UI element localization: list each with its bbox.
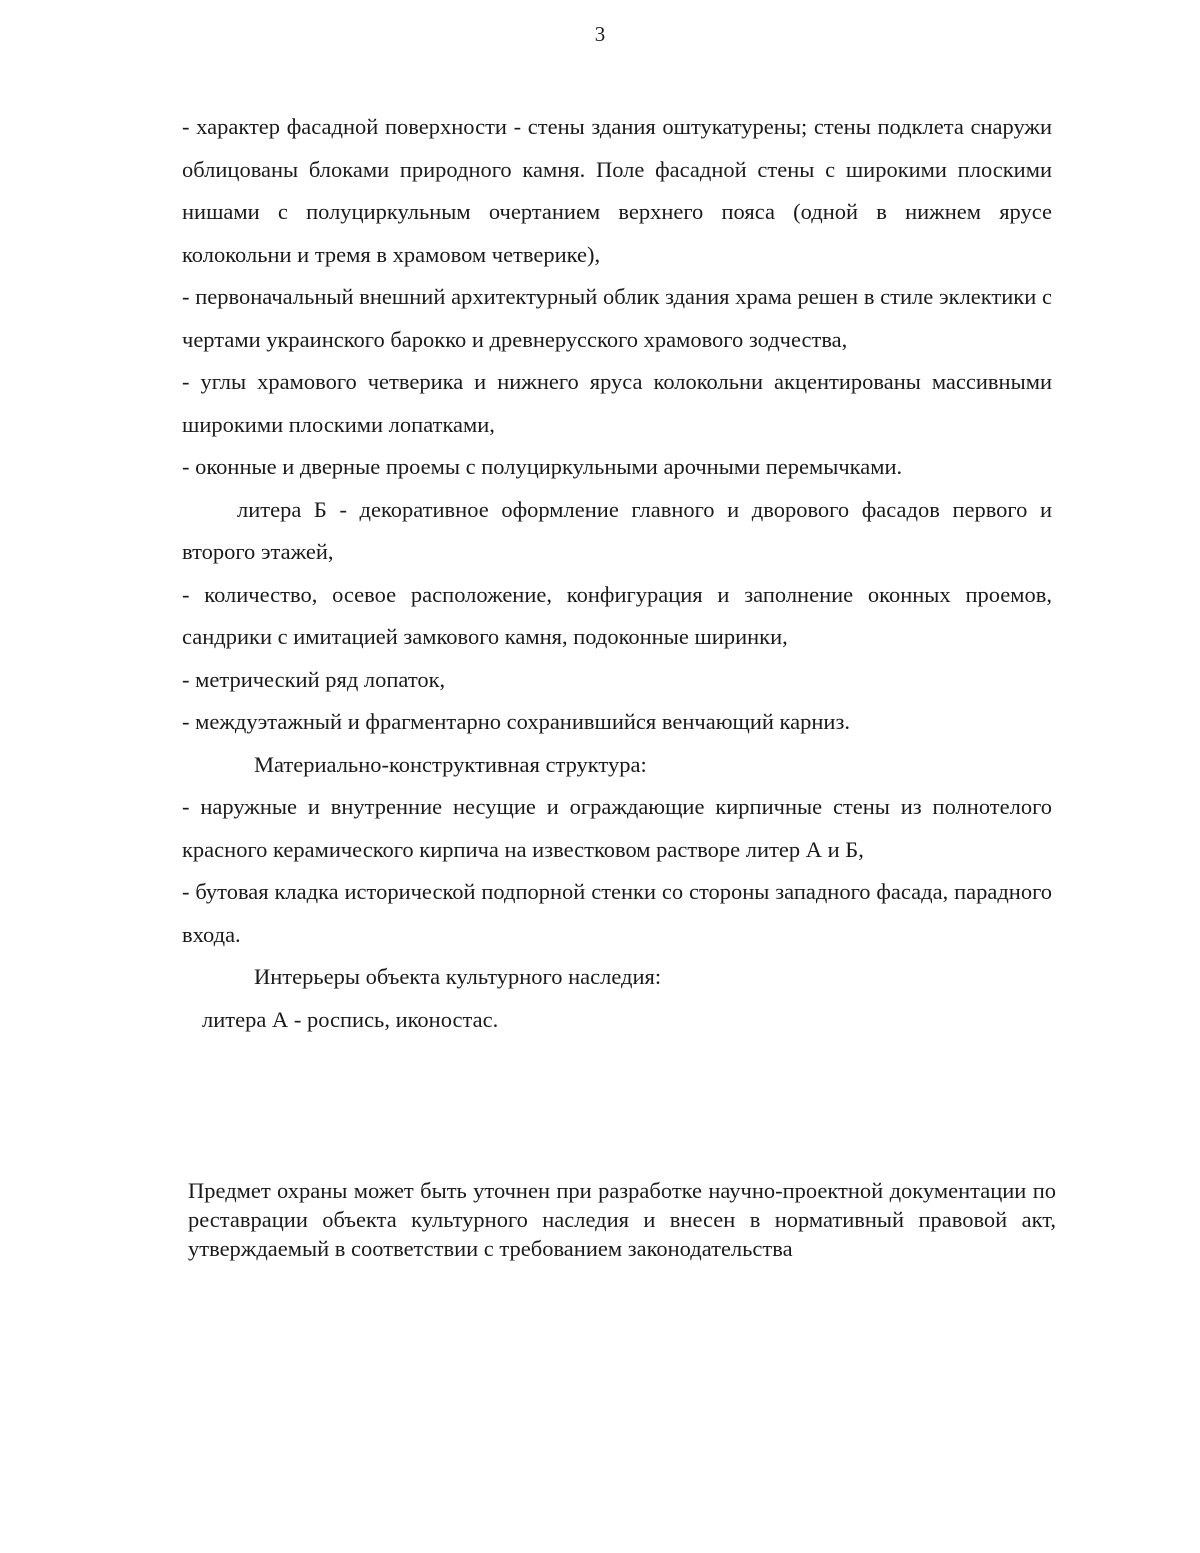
paragraph-facade-surface: - характер фасадной поверхности - стены здания оштукатурены; стены подклета снаружи облицованы блоками природного камня. Поле фасадной стены с широкими плоскими нишами с полуциркульным очертанием верхнего пояса (одной в нижнем ярусе колокольни и тремя в храмовом четверике), <box>182 114 1052 267</box>
paragraph-architectural-style: - первоначальный внешний архитектурный облик здания храма решен в стиле эклектики с чертами украинского барокко и древнерусского храмового зодчества, <box>182 284 1052 352</box>
paragraph-litera-b: литера Б - декоративное оформление главного и дворового фасадов первого и второго этажей, <box>182 496 1052 564</box>
paragraph-walls: - наружные и внутренние несущие и ограждающие кирпичные стены из полнотелого красного керамического кирпича на известковом растворе литер А и Б, <box>182 794 1052 862</box>
protection-note <box>188 1176 1056 1263</box>
protection-note-text: Предмет охраны может быть уточнен при разработке научно-проектной документации по реставрации объекта культурного наследия и внесен в нормативный правовой акт, утверждаемый в соответствии с требованием законодательства <box>188 1178 1056 1261</box>
paragraph-pilasters: - метрический ряд лопаток, <box>182 666 446 692</box>
paragraph-litera-a: литера А - роспись, иконостас. <box>202 1006 499 1032</box>
paragraph-masonry: - бутовая кладка исторической подпорной стенки со стороны западного фасада, парадного входа. <box>182 879 1052 947</box>
page-number: 3 <box>594 22 606 46</box>
paragraph-corners: - углы храмового четверика и нижнего яруса колокольни акцентированы массивными широкими плоскими лопатками, <box>182 369 1052 437</box>
heading-material-structure: Материально-конструктивная структура: <box>254 751 647 777</box>
paragraph-openings: - оконные и дверные проемы с полуциркульными арочными перемычками. <box>182 454 903 479</box>
paragraph-window-openings: - количество, осевое расположение, конфигурация и заполнение оконных проемов, сандрики с имитацией замкового камня, подоконные ширинки, <box>182 581 1052 649</box>
heading-interiors: Интерьеры объекта культурного наследия: <box>254 964 662 989</box>
paragraph-cornice: - междуэтажный и фрагментарно сохранившийся венчающий карниз. <box>182 709 850 734</box>
document-body <box>182 106 1052 1041</box>
